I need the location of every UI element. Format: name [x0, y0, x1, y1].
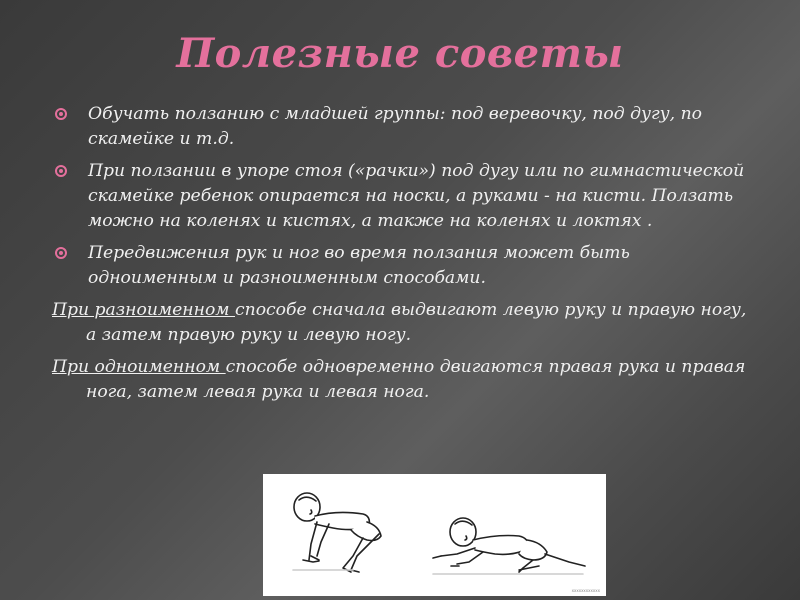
paragraph-same-method [52, 355, 758, 405]
bullet-text: Обучать ползанию с младшей группы: под веревочку, под дугу, по скамейке и т.д. [88, 104, 702, 149]
bullet-item [52, 102, 758, 152]
slide-title: Полезные советы [176, 30, 624, 77]
bullet-icon [55, 165, 67, 177]
bullet-icon [55, 247, 67, 259]
bullet-item [52, 159, 758, 234]
crawling-figures-icon [263, 474, 606, 596]
paragraph-text: способе одновременно двигаются правая рука и правая нога, затем левая рука и левая нога. [86, 357, 746, 402]
bullet-text: Передвижения рук и ног во время ползания может быть одноименным и разноименным способами. [88, 243, 630, 288]
paragraph-heading: При одноименном [52, 357, 226, 377]
bullet-item [52, 241, 758, 291]
figure-caption: xxxxxxxxxxxx [571, 588, 600, 593]
slide-content [52, 102, 758, 412]
crawling-children-illustration [263, 474, 606, 596]
paragraph-text: способе сначала выдвигают левую руку и правую ногу, а затем правую руку и левую ногу. [86, 300, 747, 345]
bullet-text: При ползании в упоре стоя («рачки») под дугу или по гимнастической скамейке ребенок опирается на носки, а руками - на кисти. Ползать можно на коленях и кистях, а также на коленях и локтях . [88, 161, 745, 231]
paragraph-heading: При разноименном [52, 300, 236, 320]
bullet-icon [55, 108, 67, 120]
paragraph-different-method [52, 298, 758, 348]
